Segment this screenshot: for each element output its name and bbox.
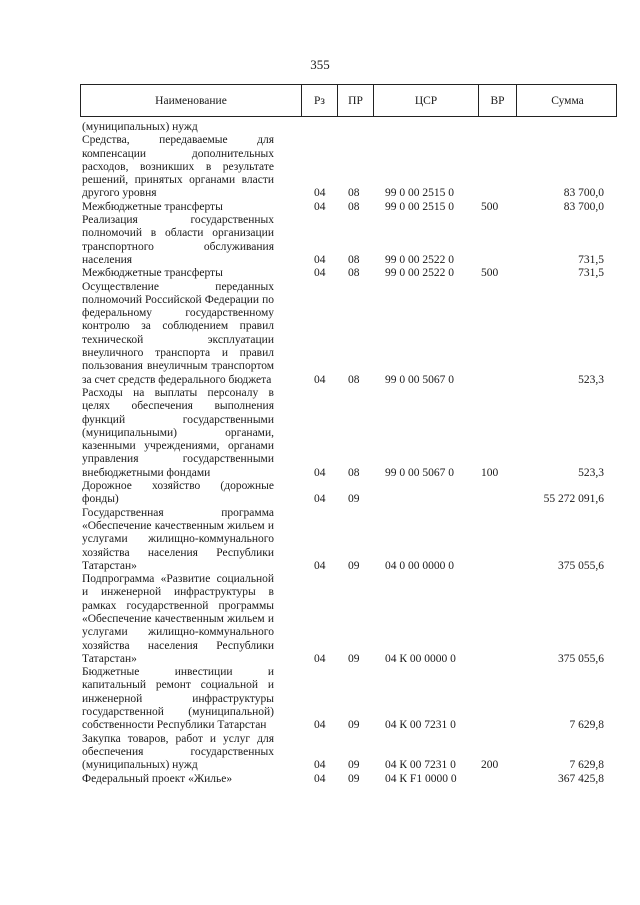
row-sum: 83 700,0 — [563, 187, 604, 200]
header-vr: ВР — [479, 85, 517, 116]
row-rz: 04 — [314, 652, 326, 665]
row-pr: 09 — [348, 559, 360, 572]
row-pr: 08 — [348, 187, 360, 200]
row-csr: 99 0 00 2515 0 — [385, 200, 454, 213]
row-pr: 08 — [348, 253, 360, 266]
row-pr: 09 — [348, 493, 360, 506]
row-vr: 500 — [481, 267, 499, 280]
table-row — [82, 281, 612, 387]
row-rz: 04 — [314, 719, 326, 732]
row-sum: 83 700,0 — [563, 200, 604, 213]
row-name: Бюджетные инвестиции и капитальный ремонт социальной и инженерной инфраструктуры государственной (муниципальной) собственности Республики Татарстан — [82, 666, 274, 732]
row-csr: 99 0 00 2522 0 — [385, 253, 454, 266]
row-name: Межбюджетные трансферты — [82, 267, 223, 280]
row-sum: 375 055,6 — [558, 652, 604, 665]
row-pr: 09 — [348, 719, 360, 732]
row-rz: 04 — [314, 559, 326, 572]
row-rz: 04 — [314, 187, 326, 200]
row-sum: 7 629,8 — [569, 759, 604, 772]
header-csr: ЦСР — [374, 85, 479, 116]
table-row — [82, 387, 612, 480]
table-row — [82, 480, 612, 507]
row-name: Подпрограмма «Развитие социальной и инженерной инфраструктуры в рамках государственной программы «Обеспечение качественным жильем и услугами жилищно-коммунального хозяйства населения Республики Татарстан» — [82, 573, 274, 665]
row-csr: 04 К 00 0000 0 — [385, 652, 456, 665]
row-csr: 04 К 00 7231 0 — [385, 759, 456, 772]
row-name: Дорожное хозяйство (дорожные фонды) — [82, 480, 274, 506]
row-sum: 367 425,8 — [558, 772, 604, 785]
header-name: Наименование — [81, 85, 302, 116]
row-pr: 08 — [348, 466, 360, 479]
row-sum: 731,5 — [578, 267, 604, 280]
table-row — [82, 773, 612, 786]
row-csr: 04 К 00 7231 0 — [385, 719, 456, 732]
row-pr: 08 — [348, 200, 360, 213]
page-number: 355 — [310, 57, 330, 72]
row-sum: 55 272 091,6 — [543, 493, 604, 506]
table-row — [82, 134, 612, 200]
row-pr: 09 — [348, 652, 360, 665]
row-pr: 08 — [348, 267, 360, 280]
row-name: Закупка товаров, работ и услуг для обеспечения государственных (муниципальных) нужд — [82, 732, 274, 772]
row-rz: 04 — [314, 267, 326, 280]
row-rz: 04 — [314, 772, 326, 785]
table-row — [82, 666, 612, 732]
row-csr: 99 0 00 5067 0 — [385, 466, 454, 479]
row-name: Межбюджетные трансферты — [82, 200, 223, 213]
table-row — [82, 573, 612, 666]
row-sum: 731,5 — [578, 253, 604, 266]
row-rz: 04 — [314, 373, 326, 386]
row-rz: 04 — [314, 200, 326, 213]
table-header — [80, 84, 617, 117]
row-name: Осуществление переданных полномочий Российской Федерации по федеральному государственному контролю за соблюдением правил технической эксплуатации внеуличного транспорта и правил пользования внеуличным транспортом за счет средств федерального бюджета — [82, 280, 274, 386]
row-name: Государственная программа «Обеспечение качественным жильем и услугами жилищно-коммунального хозяйства населения Республики Татарстан» — [82, 506, 274, 572]
table-row — [82, 214, 612, 267]
table-row — [82, 121, 612, 134]
row-csr: 99 0 00 2515 0 — [385, 187, 454, 200]
row-name: (муниципальных) нужд — [82, 121, 198, 133]
row-name: Расходы на выплаты персоналу в целях обеспечения выполнения функций государственными (муниципальными) органами, казенными учреждениями, органами управления государственными внебюджетными фондами — [82, 386, 274, 479]
row-sum: 523,3 — [578, 466, 604, 479]
table-row — [82, 267, 612, 280]
table-body — [82, 121, 612, 786]
row-csr: 99 0 00 5067 0 — [385, 373, 454, 386]
row-csr: 04 К F1 0000 0 — [385, 772, 457, 785]
row-csr: 04 0 00 0000 0 — [385, 559, 454, 572]
row-name: Реализация государственных полномочий в области организации транспортного обслуживания населения — [82, 214, 274, 266]
row-sum: 7 629,8 — [569, 719, 604, 732]
header-rz: Рз — [302, 85, 338, 116]
row-rz: 04 — [314, 759, 326, 772]
row-pr: 09 — [348, 759, 360, 772]
row-rz: 04 — [314, 466, 326, 479]
row-csr: 99 0 00 2522 0 — [385, 267, 454, 280]
header-sum: Сумма — [551, 94, 584, 107]
row-sum: 375 055,6 — [558, 559, 604, 572]
table-row — [82, 201, 612, 214]
row-vr: 200 — [481, 759, 499, 772]
row-name: Федеральный проект «Жилье» — [82, 772, 233, 785]
row-sum: 523,3 — [578, 373, 604, 386]
row-vr: 100 — [481, 466, 499, 479]
row-rz: 04 — [314, 253, 326, 266]
row-rz: 04 — [314, 493, 326, 506]
table-row — [82, 507, 612, 573]
header-pr: ПР — [338, 85, 374, 116]
row-vr: 500 — [481, 200, 499, 213]
table-row — [82, 733, 612, 773]
row-name: Средства, передаваемые для компенсации дополнительных расходов, возникших в результате решений, принятых органами власти другого уровня — [82, 134, 274, 200]
row-pr: 08 — [348, 373, 360, 386]
row-pr: 09 — [348, 772, 360, 785]
